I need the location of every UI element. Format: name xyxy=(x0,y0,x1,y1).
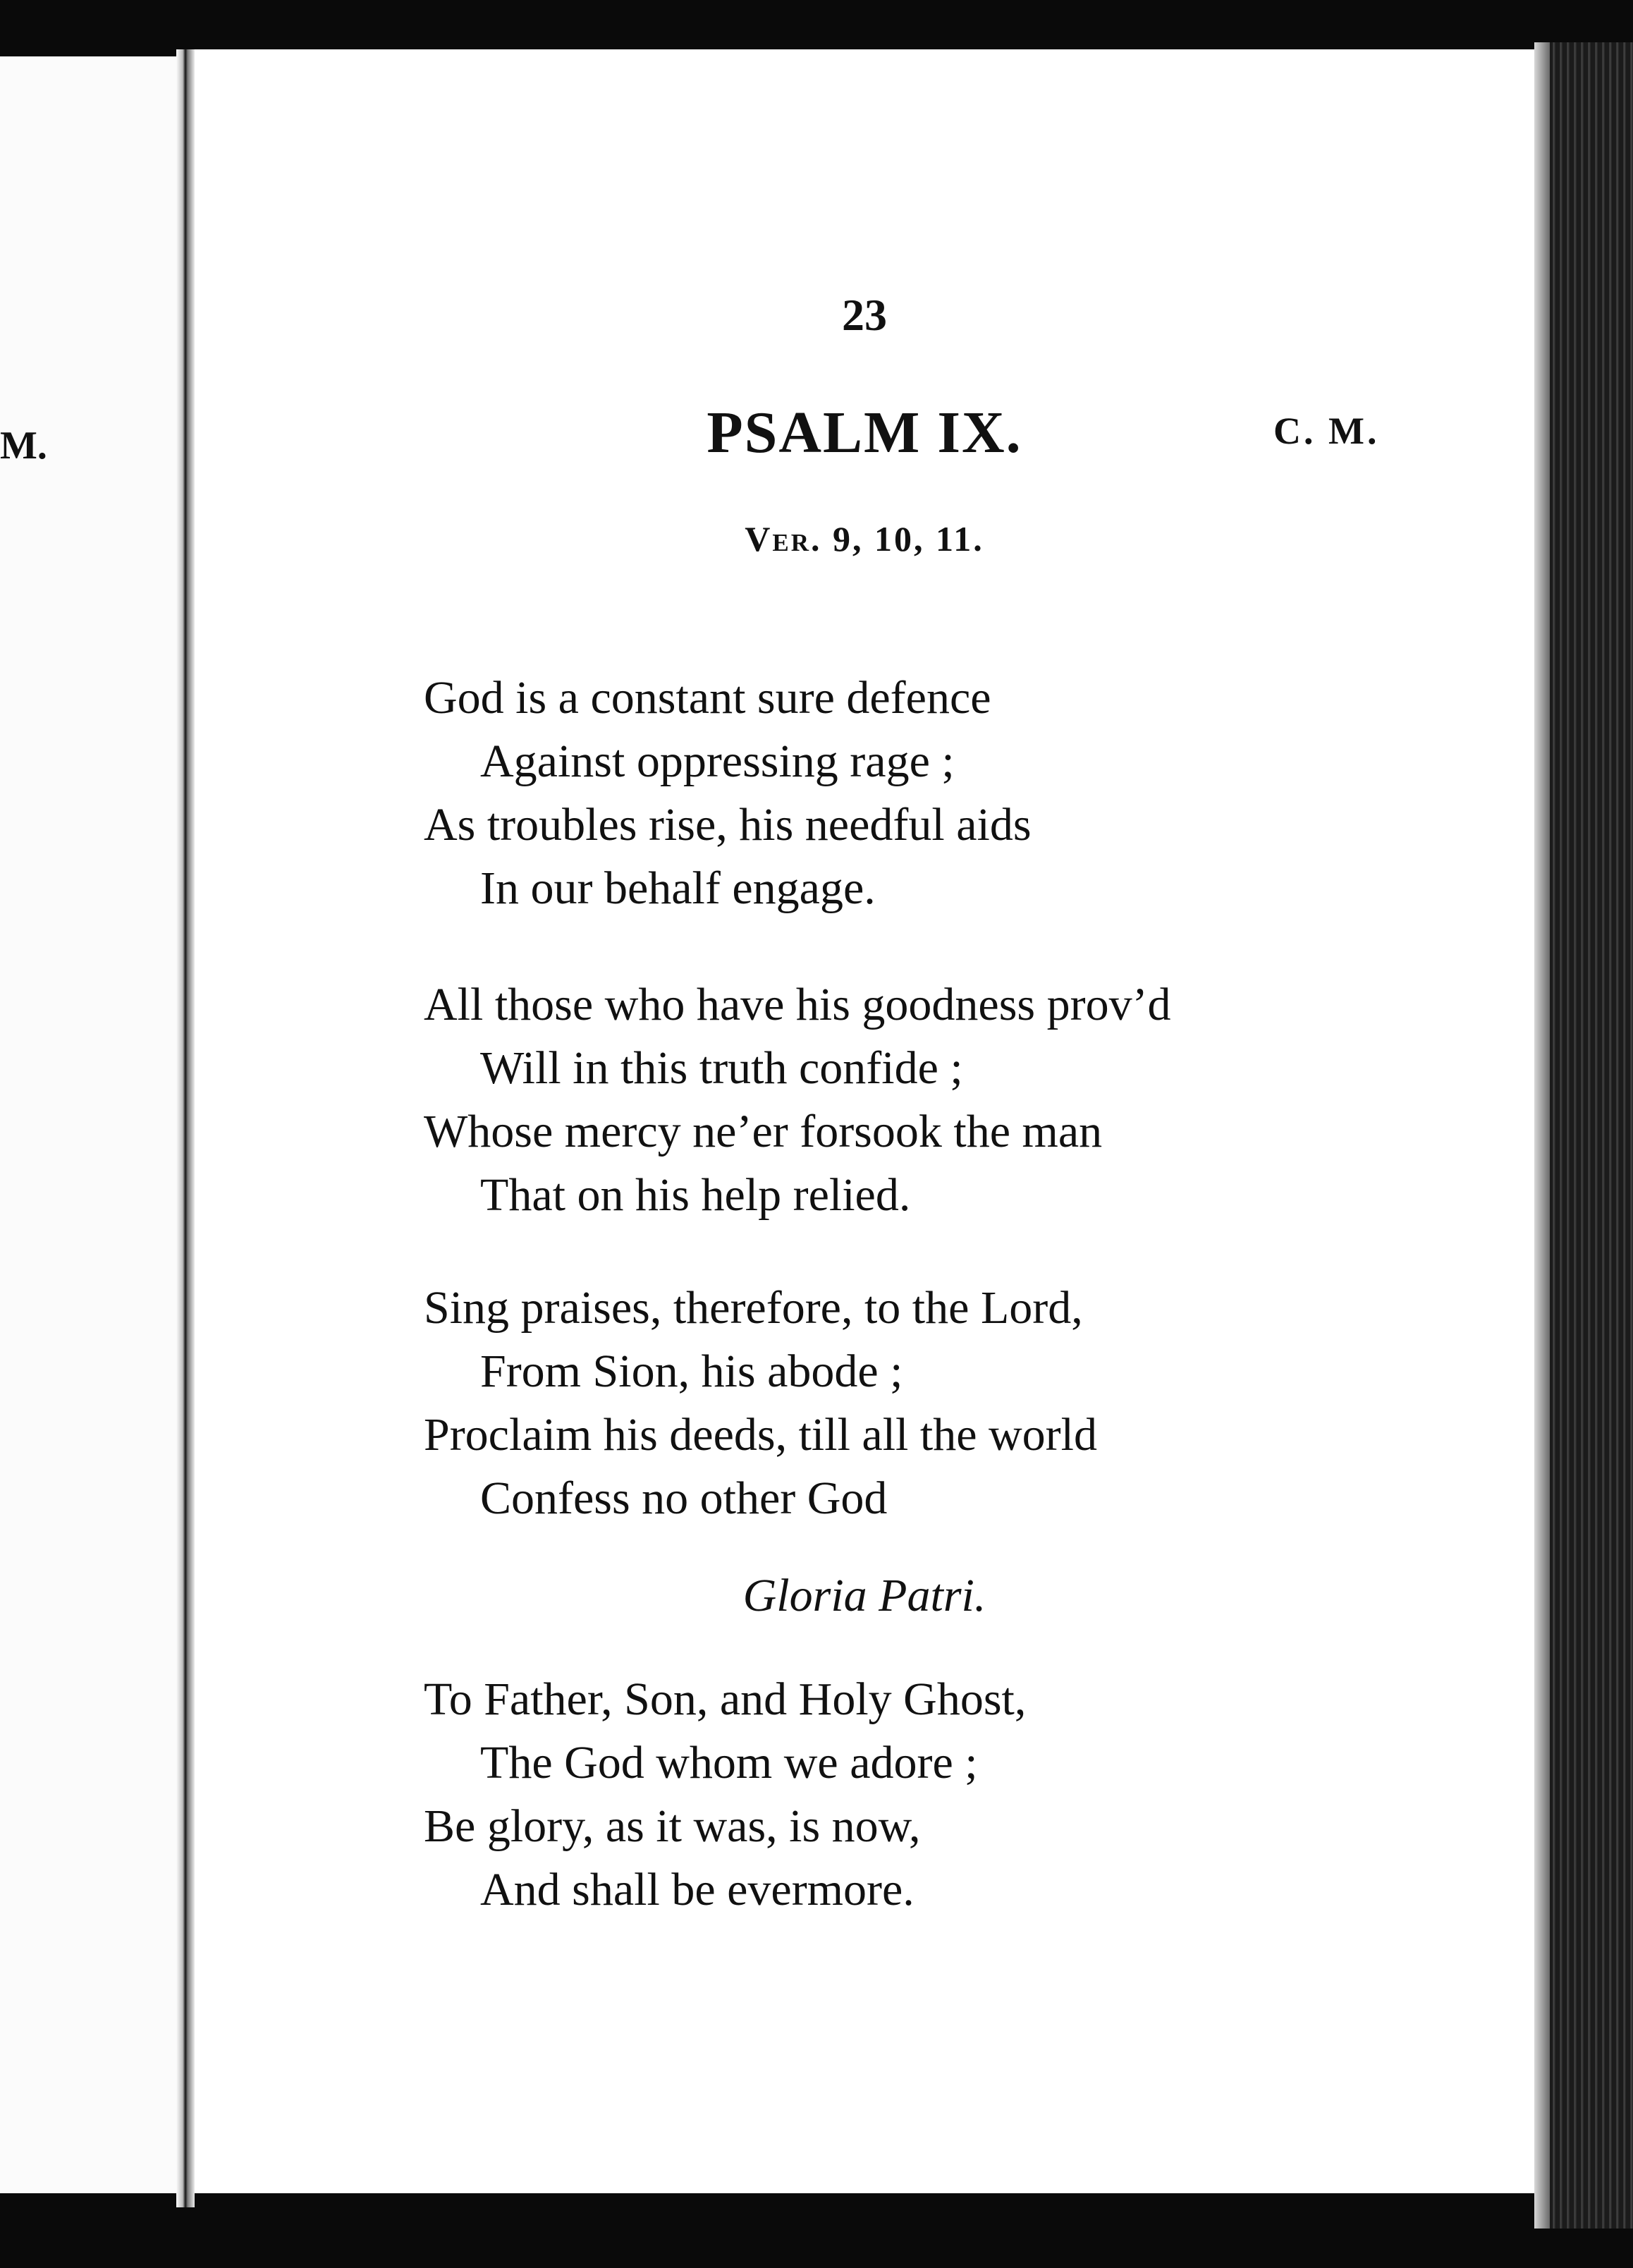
stanza-2 xyxy=(424,973,1340,1227)
facing-page-fragment: M. xyxy=(0,424,47,468)
verse-line: From Sion, his abode ; xyxy=(480,1346,903,1397)
book-page xyxy=(195,49,1534,2193)
doxology-stanza xyxy=(424,1668,1340,1922)
page-edge-shadow xyxy=(1534,42,1550,2229)
verse-reference-text: Ver. 9, 10, 11. xyxy=(745,519,984,559)
verse-line: As troubles rise, his needful aids xyxy=(424,799,1032,850)
meter-label: C. M. xyxy=(1273,410,1380,452)
verse-line: Whose mercy ne’er forsook the man xyxy=(424,1106,1103,1157)
verse-line: The God whom we adore ; xyxy=(480,1737,978,1788)
verse-line: Proclaim his deeds, till all the world xyxy=(424,1409,1098,1461)
verse-line: God is a constant sure defence xyxy=(424,672,991,724)
verse-line: And shall be evermore. xyxy=(480,1864,915,1915)
book-gutter xyxy=(176,49,195,2207)
gloria-patri-heading: Gloria Patri. xyxy=(742,1570,986,1621)
page-number: 23 xyxy=(842,290,887,340)
verse-line: Be glory, as it was, is now, xyxy=(424,1800,921,1852)
verse-line: Confess no other God xyxy=(480,1473,888,1524)
verse-reference xyxy=(195,518,1534,559)
verse-line: To Father, Son, and Holy Ghost, xyxy=(424,1673,1027,1725)
verse-line: All those who have his goodness prov’d xyxy=(424,979,1171,1030)
verse-line: Sing praises, therefore, to the Lord, xyxy=(424,1282,1083,1334)
facing-page xyxy=(0,56,189,2193)
psalm-title: PSALM IX. xyxy=(707,400,1022,465)
verse-line: Against oppressing rage ; xyxy=(480,736,955,787)
stanza-3 xyxy=(424,1276,1340,1530)
verse-line: That on his help relied. xyxy=(480,1169,911,1221)
verse-line: In our behalf engage. xyxy=(480,862,876,914)
stanza-1 xyxy=(424,666,1340,920)
verse-line: Will in this truth confide ; xyxy=(480,1042,963,1094)
